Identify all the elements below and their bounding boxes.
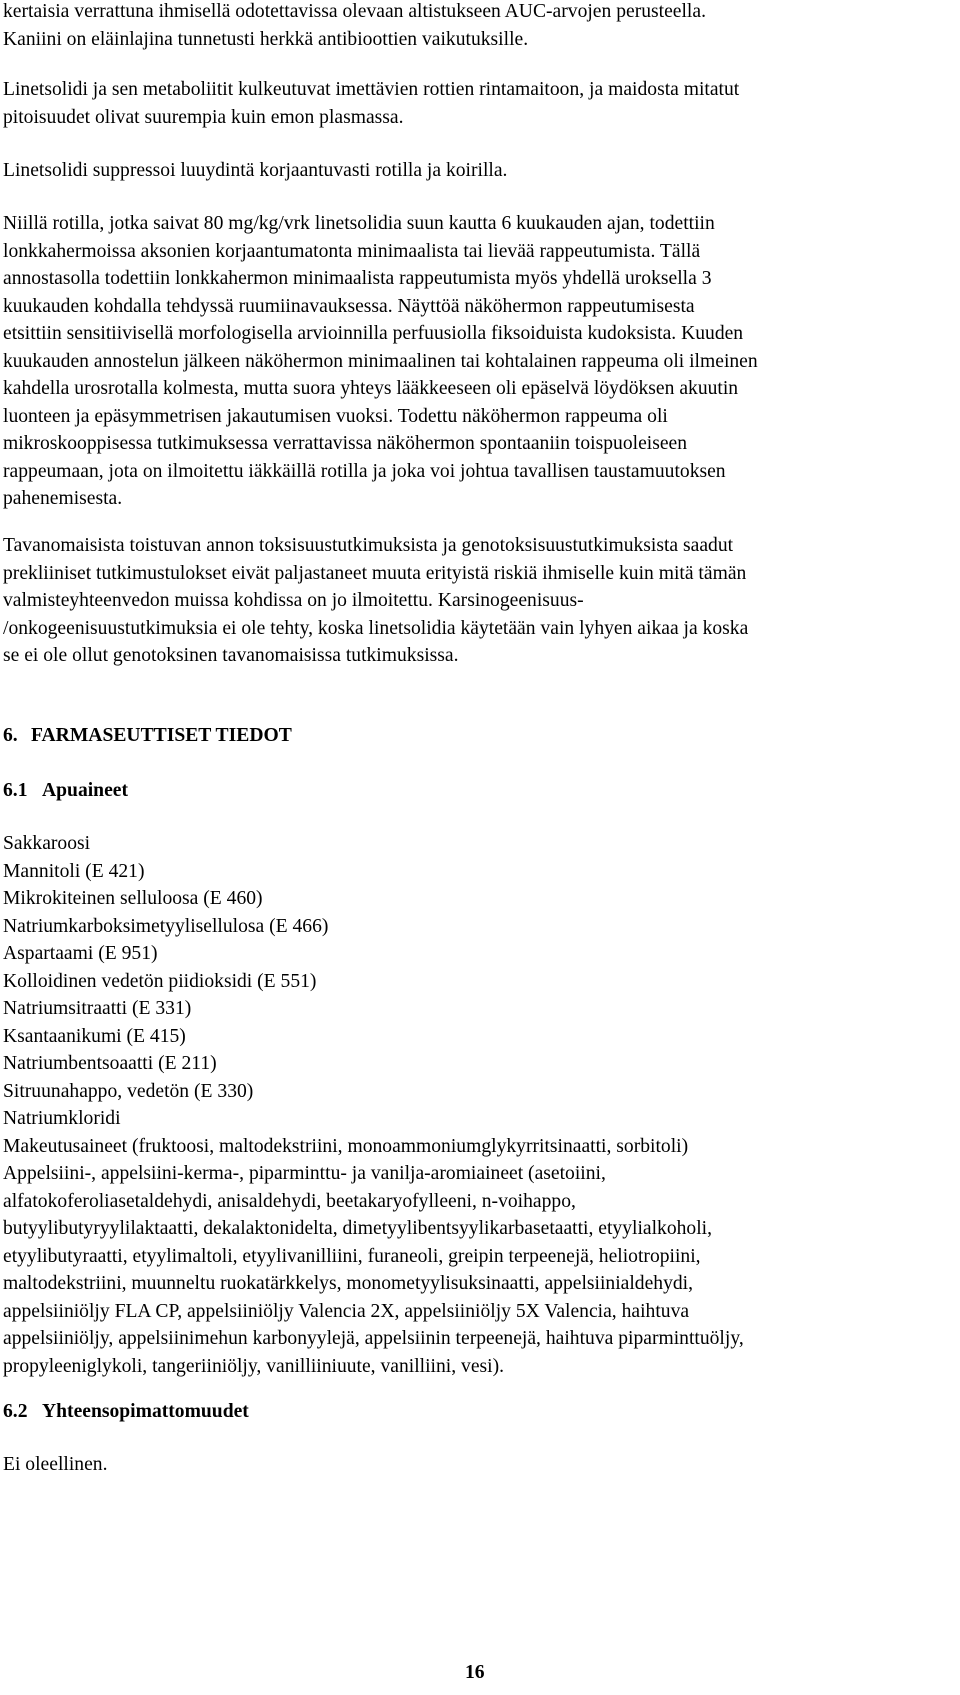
text-line: pahenemisesta.	[3, 488, 123, 509]
section-heading-6-1	[3, 777, 128, 805]
section-number: 6.2	[3, 1401, 28, 1422]
text-line: valmisteyhteenvedon muissa kohdissa on jo ilmoitettu. Karsinogeenisuus-	[3, 590, 584, 611]
text-line: /onkogeenisuustutkimuksia ei ole tehty, koska linetsolidia käytetään vain lyhyen aikaa ja koska	[3, 617, 749, 639]
section-title: Yhteensopimattomuudet	[42, 1401, 249, 1422]
list-item: butyylibutyryylilaktaatti, dekalaktonidelta, dimetyylibentsyylikarbasetaatti, etyylialkoholi,	[3, 1218, 713, 1239]
text-line: prekliiniset tutkimustulokset eivät paljastaneet muuta erityistä riskiä ihmiselle kuin mitä tämän	[3, 562, 747, 584]
list-item: appelsiiniöljy FLA CP, appelsiiniöljy Valencia 2X, appelsiiniöljy 5X Valencia, haihtuva	[3, 1300, 690, 1322]
text-line: kuukauden annostelun jälkeen näköhermon minimaalinen tai kohtalainen rappeuma oli ilmeinen	[3, 350, 758, 372]
section-number: 6.	[3, 725, 18, 746]
section-heading-6	[3, 722, 292, 750]
text-line: Ei oleellinen.	[3, 1454, 108, 1475]
text-line: kuukauden kohdalla tehdyssä ruumiinavauksessa. Näyttöä näköhermon rappeutumisesta	[3, 295, 695, 317]
list-item: alfatokoferoliasetaldehydi, anisaldehydi, beetakaryofylleeni, n-voihappo,	[3, 1190, 576, 1212]
list-item: Natriumkarboksimetyylisellulosa (E 466)	[3, 915, 329, 937]
list-item: appelsiiniöljy, appelsiinimehun karbonyylejä, appelsiinin terpeenejä, haihtuva piparminttuöljy,	[3, 1328, 744, 1349]
paragraph-auc	[3, 0, 706, 53]
text-line: Tavanomaisista toistuvan annon toksisuustutkimuksista ja genotoksisuustutkimuksista saadut	[3, 535, 734, 556]
list-item: Natriumkloridi	[3, 1108, 121, 1129]
text-line: luonteen ja epäsymmetrisen jakautumisen vuoksi. Todettu näköhermon rappeuma oli	[3, 405, 668, 427]
list-item: Ksantaanikumi (E 415)	[3, 1025, 186, 1047]
list-item: Mannitoli (E 421)	[3, 860, 145, 882]
list-item: propyleeniglykoli, tangeriiniöljy, vanilliiniuute, vanilliini, vesi).	[3, 1355, 505, 1377]
text-line: kertaisia verrattuna ihmisellä odotettavissa olevaan altistukseen AUC-arvojen perusteella.	[3, 1, 706, 22]
section-6-2-body	[3, 1451, 107, 1479]
section-title: Apuaineet	[42, 780, 129, 801]
text-line: Linetsolidi suppressoi luuydintä korjaantuvasti rotilla ja koirilla.	[3, 160, 508, 181]
text-line: mikroskooppisessa tutkimuksessa verrattavissa näköhermon spontaaniin toispuoleiseen	[3, 433, 688, 454]
list-item: Kolloidinen vedetön piidioksidi (E 551)	[3, 970, 317, 992]
section-number: 6.1	[3, 780, 28, 801]
list-item: Sakkaroosi	[3, 833, 91, 854]
text-line: etsittiin sensitiivisellä morfologisella arvioinnilla perfuusiolla fiksoiduista kudoksista. Kuuden	[3, 323, 744, 344]
text-line: Niillä rotilla, jotka saivat 80 mg/kg/vrk linetsolidia suun kautta 6 kuukauden ajan, todettiin	[3, 213, 715, 234]
list-item: Aspartaami (E 951)	[3, 943, 158, 964]
text-line: annostasolla todettiin lonkkahermon minimaalista rappeutumista myös yhdellä uroksella 3	[3, 268, 712, 289]
text-line: se ei ole ollut genotoksinen tavanomaisissa tutkimuksissa.	[3, 645, 459, 666]
text-line: Kaniini on eläinlajina tunnetusti herkkä antibioottien vaikutuksille.	[3, 28, 529, 50]
text-line: rappeumaan, jota on ilmoitettu iäkkäillä rotilla ja joka voi johtua tavallisen taustamuutoksen	[3, 460, 726, 482]
list-item: Sitruunahappo, vedetön (E 330)	[3, 1080, 254, 1102]
list-item: Makeutusaineet (fruktoosi, maltodekstriini, monoammoniumglykyrritsinaatti, sorbitoli)	[3, 1135, 689, 1157]
paragraph-nerve-degeneration	[3, 210, 758, 513]
list-item: maltodekstriini, muunneltu ruokatärkkelys, monometyylisuksinaatti, appelsiinialdehydi,	[3, 1273, 694, 1294]
list-item: Mikrokiteinen selluloosa (E 460)	[3, 888, 263, 909]
list-item: Natriumsitraatti (E 331)	[3, 998, 192, 1019]
text-line: lonkkahermoissa aksonien korjaantumatonta minimaalista tai lievää rappeutumista. Tällä	[3, 240, 701, 262]
list-item: Appelsiini-, appelsiini-kerma-, piparminttu- ja vanilja-aromiaineet (asetoiini,	[3, 1163, 606, 1184]
list-item: Natriumbentsoaatti (E 211)	[3, 1053, 217, 1074]
excipient-list	[3, 830, 744, 1380]
text-line: pitoisuudet olivat suurempia kuin emon plasmassa.	[3, 106, 404, 128]
paragraph-genotoxicity	[3, 532, 748, 670]
section-heading-6-2	[3, 1398, 249, 1426]
section-title: FARMASEUTTISET TIEDOT	[31, 725, 292, 746]
list-item: etyylibutyraatti, etyylimaltoli, etyylivanilliini, furaneoli, greipin terpeenejä, heliotropiini,	[3, 1245, 701, 1267]
paragraph-breast-milk	[3, 76, 739, 131]
page-number: 16	[465, 1662, 485, 1683]
text-line: kahdella urosrotalla kolmesta, mutta suora yhteys lääkkeeseen oli epäselvä löydöksen akuutin	[3, 378, 739, 399]
text-line: Linetsolidi ja sen metaboliitit kulkeutuvat imettävien rottien rintamaitoon, ja maidosta mitatut	[3, 79, 740, 100]
paragraph-bone-marrow	[3, 157, 507, 185]
